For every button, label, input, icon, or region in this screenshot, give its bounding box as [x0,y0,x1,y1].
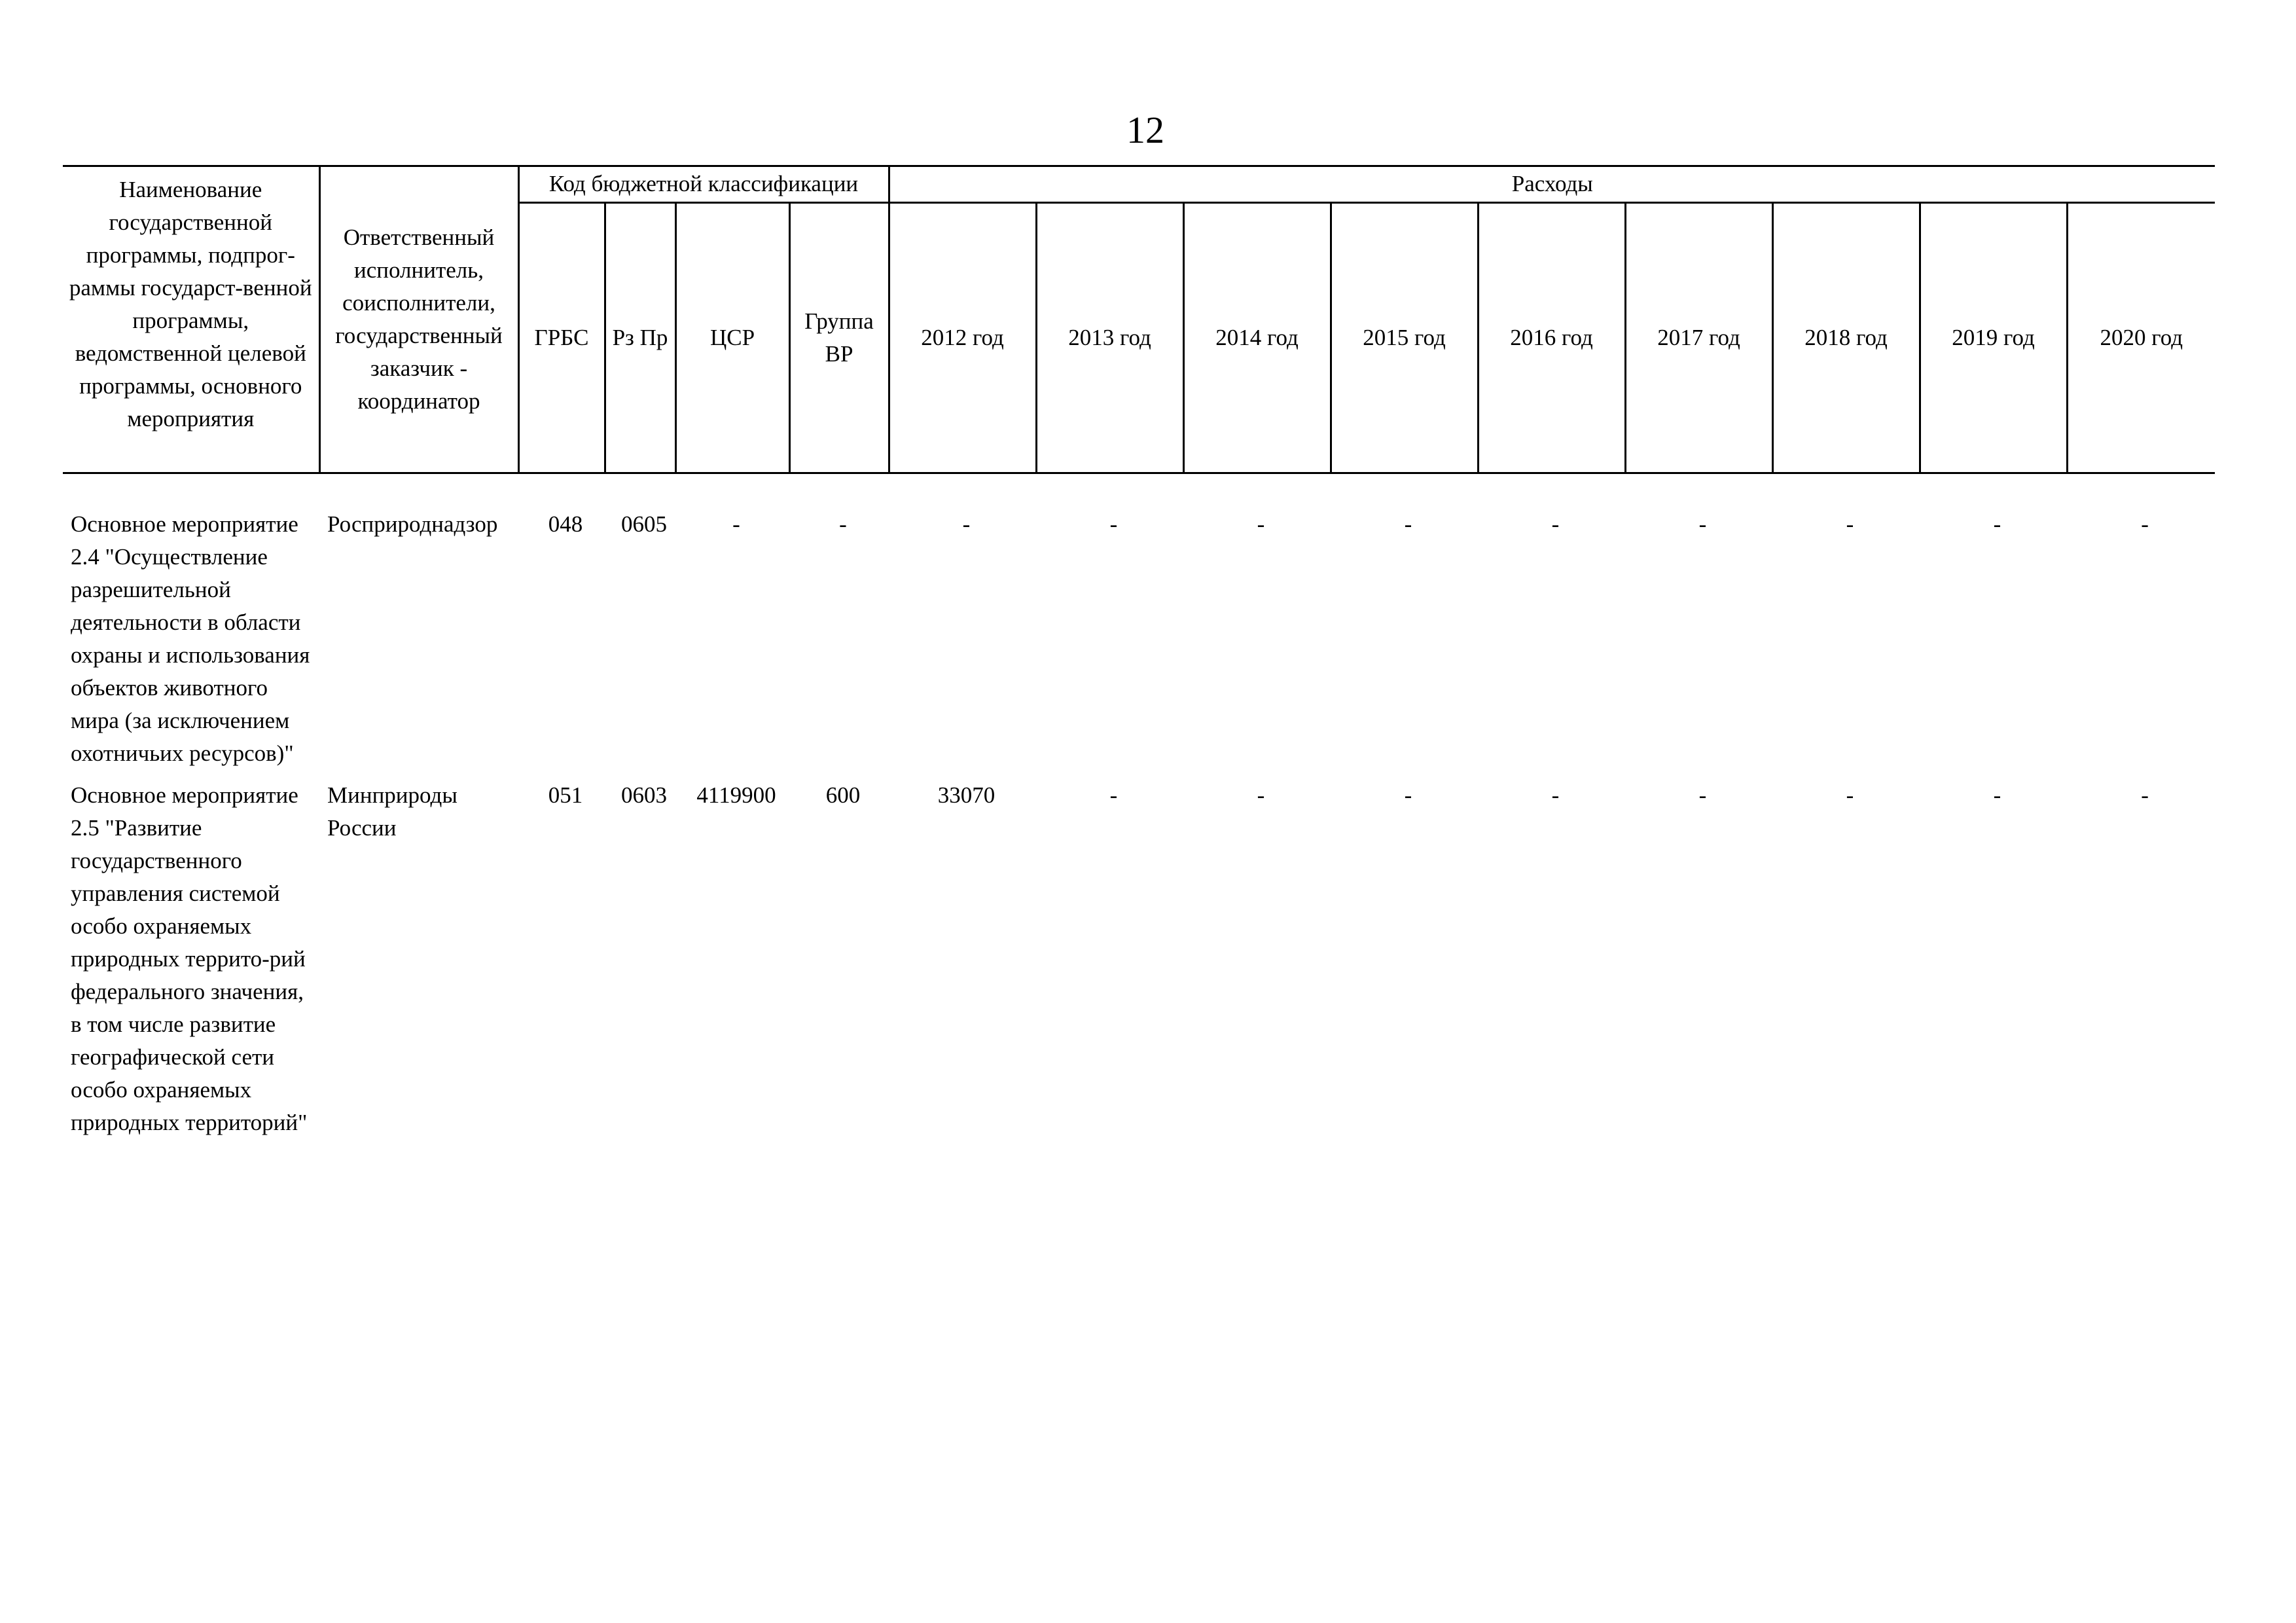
header-year: 2017 год [1625,202,1772,473]
budget-table [63,165,2215,1148]
row-value: - [1993,511,2001,537]
row-value: - [1551,782,1560,808]
row-value: - [1698,782,1707,808]
header-grbs: ГРБС [518,202,605,473]
table-row [63,779,2215,1148]
row-value: - [1846,511,1854,537]
row-grbs: 048 [548,511,583,537]
row-value: - [1404,511,1412,537]
header-year: 2012 год [889,202,1036,473]
header-year: 2013 год [1036,202,1183,473]
header-year: 2015 год [1331,202,1478,473]
row-value: - [2141,782,2149,808]
header-rz-pr: Рз Пр [605,202,675,473]
row-csr: - [732,511,740,537]
header-vr-group: Группа ВР [789,202,889,473]
table-row [63,508,2215,779]
row-value: - [1404,782,1412,808]
row-executor: Росприроднадзор [327,511,498,537]
row-rz-pr: 0603 [621,782,667,808]
table-header [63,166,2215,473]
row-name: Основное мероприятие 2.5 "Развитие государственного управления системой особо охраняемых природных террито-рий федерального значения, в том числе развитие географической сети особо охраняемых природных территорий" [71,782,308,1135]
row-rz-pr: 0605 [621,511,667,537]
row-name: Основное мероприятие 2.4 "Осуществление разрешительной деятельности в области охраны и использования объектов животного мира (за исключением охотничьих ресурсов)" [71,511,310,766]
header-expenses: Расходы [889,166,2215,203]
row-value: - [2141,511,2149,537]
row-vr: 600 [825,782,861,808]
row-value: - [1109,782,1118,808]
row-value: - [1698,511,1707,537]
row-value: - [1109,511,1118,537]
row-value: - [1257,782,1265,808]
row-vr: - [839,511,847,537]
header-responsible: Ответственный исполнитель, соисполнители, государственный заказчик - координатор [319,166,518,473]
row-executor: Минприроды России [327,782,457,841]
row-value: - [1846,782,1854,808]
header-year: 2019 год [1920,202,2067,473]
header-name: Наименование государственной программы, подпрог-раммы государст-венной программы, ведомственной целевой программы, основного мероприятия [63,166,319,473]
header-year: 2020 год [2067,202,2215,473]
table-body [63,473,2215,1149]
header-year: 2016 год [1478,202,1625,473]
row-value: - [1993,782,2001,808]
page-number: 12 [1126,109,1164,151]
header-year: 2014 год [1183,202,1331,473]
row-value: 33070 [937,782,996,808]
header-budget-code: Код бюджетной классификации [518,166,889,203]
row-value: - [1257,511,1265,537]
row-value: - [962,511,971,537]
row-csr: 4119900 [696,782,776,808]
header-year: 2018 год [1772,202,1920,473]
row-grbs: 051 [548,782,583,808]
row-value: - [1551,511,1560,537]
header-csr: ЦСР [675,202,789,473]
